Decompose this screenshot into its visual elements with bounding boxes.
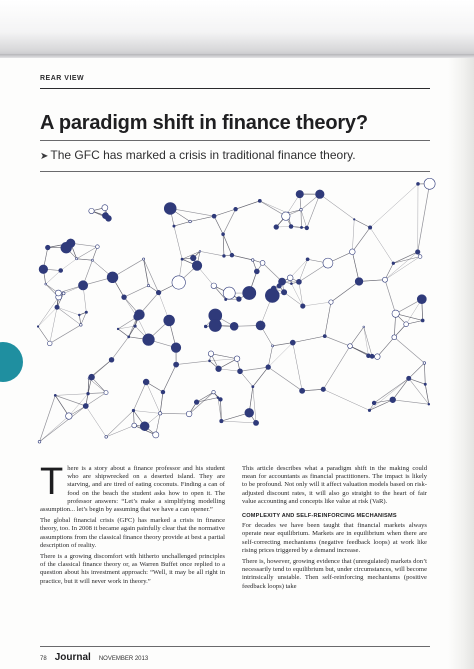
network-edge: [61, 259, 77, 271]
network-node: [290, 340, 295, 345]
network-edge: [385, 280, 396, 314]
network-edge: [163, 365, 176, 392]
network-edge: [88, 393, 106, 394]
network-node: [83, 403, 88, 408]
headline-rule: [40, 140, 430, 141]
network-edge: [174, 222, 190, 227]
network-edge: [38, 307, 57, 326]
network-node: [424, 178, 435, 189]
issue-date: NOVEMBER 2013: [98, 656, 149, 662]
network-edge: [354, 219, 370, 227]
network-node: [300, 388, 305, 393]
network-node: [348, 344, 353, 349]
network-node: [251, 259, 254, 262]
network-node: [143, 334, 155, 346]
network-node: [89, 374, 95, 380]
network-edges: [38, 184, 430, 442]
network-node: [219, 397, 223, 401]
network-node: [223, 287, 235, 299]
network-node: [266, 365, 271, 370]
network-node: [418, 255, 422, 259]
network-node: [212, 214, 216, 218]
network-node: [164, 315, 175, 326]
network-node: [54, 394, 56, 396]
network-node: [355, 278, 363, 286]
network-node: [194, 400, 199, 405]
network-node: [382, 277, 387, 282]
network-node: [161, 390, 165, 394]
network-edge: [418, 184, 430, 252]
network-node: [78, 281, 87, 290]
drop-cap: T: [40, 461, 64, 503]
network-node: [134, 325, 137, 328]
network-node: [428, 403, 430, 405]
network-edge: [301, 210, 307, 228]
network-edge: [301, 210, 302, 228]
network-node: [211, 283, 217, 289]
network-edge: [38, 297, 59, 327]
network-node: [350, 249, 356, 255]
network-node: [256, 321, 265, 330]
network-edge: [352, 219, 354, 251]
network-edge: [263, 263, 282, 282]
network-edge: [50, 307, 57, 343]
network-edge: [77, 259, 93, 260]
network-edge: [46, 270, 61, 284]
subheading: COMPLEXITY AND SELF-REINFORCING MECHANISMS: [242, 513, 397, 520]
network-edge: [394, 337, 424, 363]
network-edge: [89, 378, 106, 392]
network-node: [55, 305, 59, 309]
network-edge: [299, 259, 308, 282]
network-edge: [197, 392, 214, 402]
network-edge: [331, 281, 359, 302]
network-edge: [221, 421, 256, 423]
network-node: [254, 269, 259, 274]
network-node: [301, 304, 306, 309]
network-node: [290, 283, 292, 285]
network-nodes: [37, 178, 435, 443]
network-node: [107, 272, 118, 283]
network-edge: [409, 363, 425, 378]
network-node: [59, 269, 63, 273]
network-node: [212, 390, 216, 394]
scan-top-shadow: [0, 0, 474, 58]
network-node: [329, 300, 333, 304]
headline: A paradigm shift in finance theory?: [40, 112, 368, 134]
paragraph: This article describes what a paradigm shift in the making could mean for accountants as financial practitioners. The impact is likely to be profound. Not only will it affect valuation models based on risk-adjusted discount rates, it will also go straight to the heart of fair value accounting and concepts like value at risk (VaR).: [242, 465, 427, 505]
network-edge: [112, 337, 129, 360]
network-node: [230, 322, 238, 330]
network-node: [109, 357, 114, 362]
network-node: [279, 278, 286, 285]
network-node: [199, 251, 201, 253]
network-edge: [146, 382, 160, 413]
network-node: [105, 436, 108, 439]
network-edge: [223, 234, 224, 256]
network-node: [173, 225, 175, 227]
network-edge: [236, 201, 260, 209]
network-node: [147, 284, 149, 286]
network-node: [190, 255, 196, 261]
page-number: 78: [40, 656, 47, 662]
network-node: [234, 207, 238, 211]
paragraph: For decades we have been taught that financial markets always operate near equilibrium. Markets are in equilibrium when there are self-correcting mechanisms (negative feedback loops) at work like rising prices triggered by a demand increase.: [242, 522, 427, 554]
article-column-left: [40, 461, 225, 589]
network-edge: [232, 255, 253, 260]
network-node: [208, 351, 213, 356]
network-node: [245, 408, 254, 417]
network-node: [237, 297, 242, 302]
network-node: [363, 326, 365, 328]
network-node: [204, 325, 207, 328]
network-node: [156, 290, 161, 295]
network-node: [258, 199, 261, 202]
network-node: [181, 258, 183, 260]
network-edge: [55, 394, 88, 396]
network-edge: [273, 343, 293, 346]
network-node: [143, 258, 145, 260]
network-edge: [260, 201, 288, 213]
network-edge: [211, 354, 237, 359]
network-node: [164, 202, 176, 214]
network-edge: [370, 228, 393, 264]
network-illustration: [0, 172, 474, 462]
network-node: [45, 283, 47, 285]
network-edge: [38, 326, 50, 343]
network-node: [117, 328, 119, 330]
network-node: [253, 420, 258, 425]
network-edge: [293, 336, 325, 342]
network-edge: [124, 286, 148, 298]
network-node: [128, 336, 130, 338]
network-node: [417, 295, 426, 304]
network-node: [368, 409, 371, 412]
network-edge: [302, 389, 323, 390]
network-edge: [370, 184, 418, 228]
network-node: [392, 262, 395, 265]
network-edge: [268, 346, 272, 367]
network-edge: [55, 395, 69, 416]
network-node: [132, 409, 135, 412]
network-edge: [77, 247, 98, 259]
network-node: [274, 225, 279, 230]
network-node: [321, 387, 325, 391]
network-node: [272, 345, 274, 347]
network-edge: [223, 234, 232, 255]
network-node: [265, 289, 279, 303]
network-edge: [57, 307, 79, 315]
network-node: [96, 245, 100, 249]
network-edge: [133, 382, 146, 411]
network-edge: [323, 346, 350, 389]
network-node: [158, 412, 161, 415]
network-node: [209, 319, 221, 331]
network-node: [186, 411, 192, 417]
network-node: [370, 354, 374, 358]
network-edge: [50, 325, 81, 344]
network-node: [281, 290, 286, 295]
network-edge: [352, 228, 370, 252]
network-edge: [106, 411, 133, 437]
network-edge: [57, 307, 81, 325]
network-node: [252, 386, 254, 388]
network-edge: [200, 251, 224, 256]
network-node: [225, 298, 227, 300]
network-node: [230, 253, 234, 257]
network-node: [80, 324, 83, 327]
network-edge: [352, 252, 359, 282]
network-node: [300, 208, 303, 211]
network-node: [306, 258, 309, 261]
network-node: [296, 190, 303, 197]
network-node: [55, 290, 61, 296]
page-footer: [40, 652, 148, 663]
network-edge: [293, 343, 302, 391]
network-node: [61, 242, 72, 253]
paragraph: [40, 461, 225, 514]
network-node: [260, 260, 265, 265]
network-node: [392, 335, 397, 340]
paragraph: There is a growing discomfort with hitherto unchallenged principles of the classical finance theory or, as Warren Buffet once replied to a question about his investment approach: “Well, it may be all right in practice, but it will never work in theory.”: [40, 553, 225, 585]
network-edge: [219, 369, 240, 372]
network-node: [66, 413, 73, 420]
network-edge: [133, 411, 160, 414]
network-node: [102, 205, 108, 211]
network-node: [316, 190, 325, 199]
network-edge: [268, 367, 302, 391]
network-node: [78, 314, 80, 316]
network-edge: [385, 257, 420, 280]
paragraph-text: here is a story about a finance professor and his student who are shipwrecked on a deserted island. They are starving, and are tired of eating coconuts. Finding a can of food on the beach the student asks how to open it. The professor answers: “Let’s make a simplifying modelling assumption... let’s begin by assuming that we have a can opener.”: [40, 465, 225, 514]
network-node: [323, 335, 326, 338]
network-node: [47, 341, 52, 346]
network-edge: [393, 252, 417, 263]
network-edge: [393, 378, 409, 399]
network-node: [372, 401, 376, 405]
network-node: [222, 233, 225, 236]
network-node: [39, 265, 48, 274]
network-edge: [189, 392, 213, 414]
network-node: [234, 356, 240, 362]
network-node: [423, 362, 426, 365]
network-node: [305, 226, 309, 230]
network-edge: [425, 384, 429, 404]
network-edge: [325, 336, 350, 346]
network-edge: [240, 367, 268, 371]
network-edge: [240, 371, 253, 386]
network-node: [421, 319, 424, 322]
network-node: [37, 326, 39, 328]
network-node: [368, 226, 371, 229]
network-edge: [393, 400, 429, 404]
network-node: [132, 423, 137, 428]
network-node: [353, 219, 355, 221]
network-node: [174, 362, 179, 367]
network-edge: [170, 208, 214, 216]
network-node: [209, 360, 211, 362]
network-node: [375, 354, 381, 360]
network-node: [287, 275, 293, 281]
network-node: [415, 250, 420, 255]
network-node: [140, 422, 149, 431]
footer-rule: [40, 646, 430, 647]
network-edge: [260, 201, 286, 216]
network-node: [300, 226, 302, 228]
section-rule: [40, 88, 430, 89]
network-node: [390, 397, 396, 403]
network-edge: [350, 327, 364, 346]
network-node: [102, 213, 108, 219]
network-edge: [253, 367, 268, 387]
network-edge: [323, 389, 369, 410]
network-edge: [385, 252, 418, 280]
network-node: [238, 369, 243, 374]
network-edge: [106, 425, 134, 436]
network-node: [172, 276, 185, 289]
network-edge: [219, 359, 237, 369]
network-edge: [325, 302, 331, 336]
journal-logo: Journal: [54, 652, 91, 663]
network-node: [407, 376, 411, 380]
network-node: [392, 310, 399, 317]
network-edge: [160, 413, 189, 414]
network-node: [282, 212, 290, 220]
network-edge: [303, 302, 331, 306]
network-node: [424, 383, 426, 385]
network-node: [38, 440, 41, 443]
network-edge: [369, 378, 408, 410]
network-edge: [176, 361, 209, 365]
network-node: [153, 432, 159, 438]
network-edge: [174, 226, 182, 259]
standfirst: [40, 148, 356, 162]
network-node: [289, 225, 293, 229]
network-edge: [393, 257, 420, 264]
network-edge: [290, 259, 307, 278]
network-node: [89, 208, 94, 213]
network-node: [216, 366, 222, 372]
network-node: [91, 259, 93, 261]
network-node: [223, 255, 226, 258]
network-edge: [39, 406, 85, 442]
network-node: [85, 311, 87, 313]
network-edge: [320, 194, 354, 219]
network-node: [323, 258, 333, 268]
network-node: [76, 258, 78, 260]
article-column-right: [242, 465, 427, 594]
network-edge: [284, 292, 303, 306]
network-node: [87, 392, 90, 395]
network-edge: [214, 216, 223, 234]
section-label: REAR VIEW: [40, 75, 85, 82]
paragraph: The global financial crisis (GFC) has marked a crisis in finance theory, too. In 2008 it became again painfully clear that the normative assumptions from the classical finance theory provide at best a partial description of reality.: [40, 517, 225, 549]
network-node: [104, 391, 108, 395]
network-edge: [55, 395, 85, 406]
network-node: [296, 279, 301, 284]
standfirst-text: The GFC has marked a crisis in traditional finance theory.: [50, 148, 356, 162]
network-edge: [86, 406, 106, 437]
network-edge: [144, 259, 149, 286]
network-node: [404, 322, 409, 327]
network-edge: [160, 392, 163, 413]
network-node: [62, 292, 65, 295]
network-node: [220, 419, 223, 422]
network-node: [417, 182, 420, 185]
paragraph: There is, however, growing evidence that (unregulated) markets don’t necessarily tend to equilibrium but, under circumstances, will become intrinsically unstable. Then self-reinforcing mechanisms (positive feedback loops) take: [242, 558, 427, 590]
network-node: [143, 379, 149, 385]
network-node: [192, 261, 202, 271]
network-edge: [118, 329, 129, 337]
network-edge: [190, 216, 214, 221]
network-node: [134, 313, 141, 320]
network-node: [45, 245, 50, 250]
network-node: [217, 397, 219, 399]
network-edge: [253, 387, 256, 423]
network-node: [243, 286, 256, 299]
network-node: [189, 220, 192, 223]
network-node: [171, 343, 181, 353]
network-node: [122, 295, 127, 300]
network-edge: [377, 337, 394, 356]
arrow-icon: ➤: [40, 151, 49, 162]
